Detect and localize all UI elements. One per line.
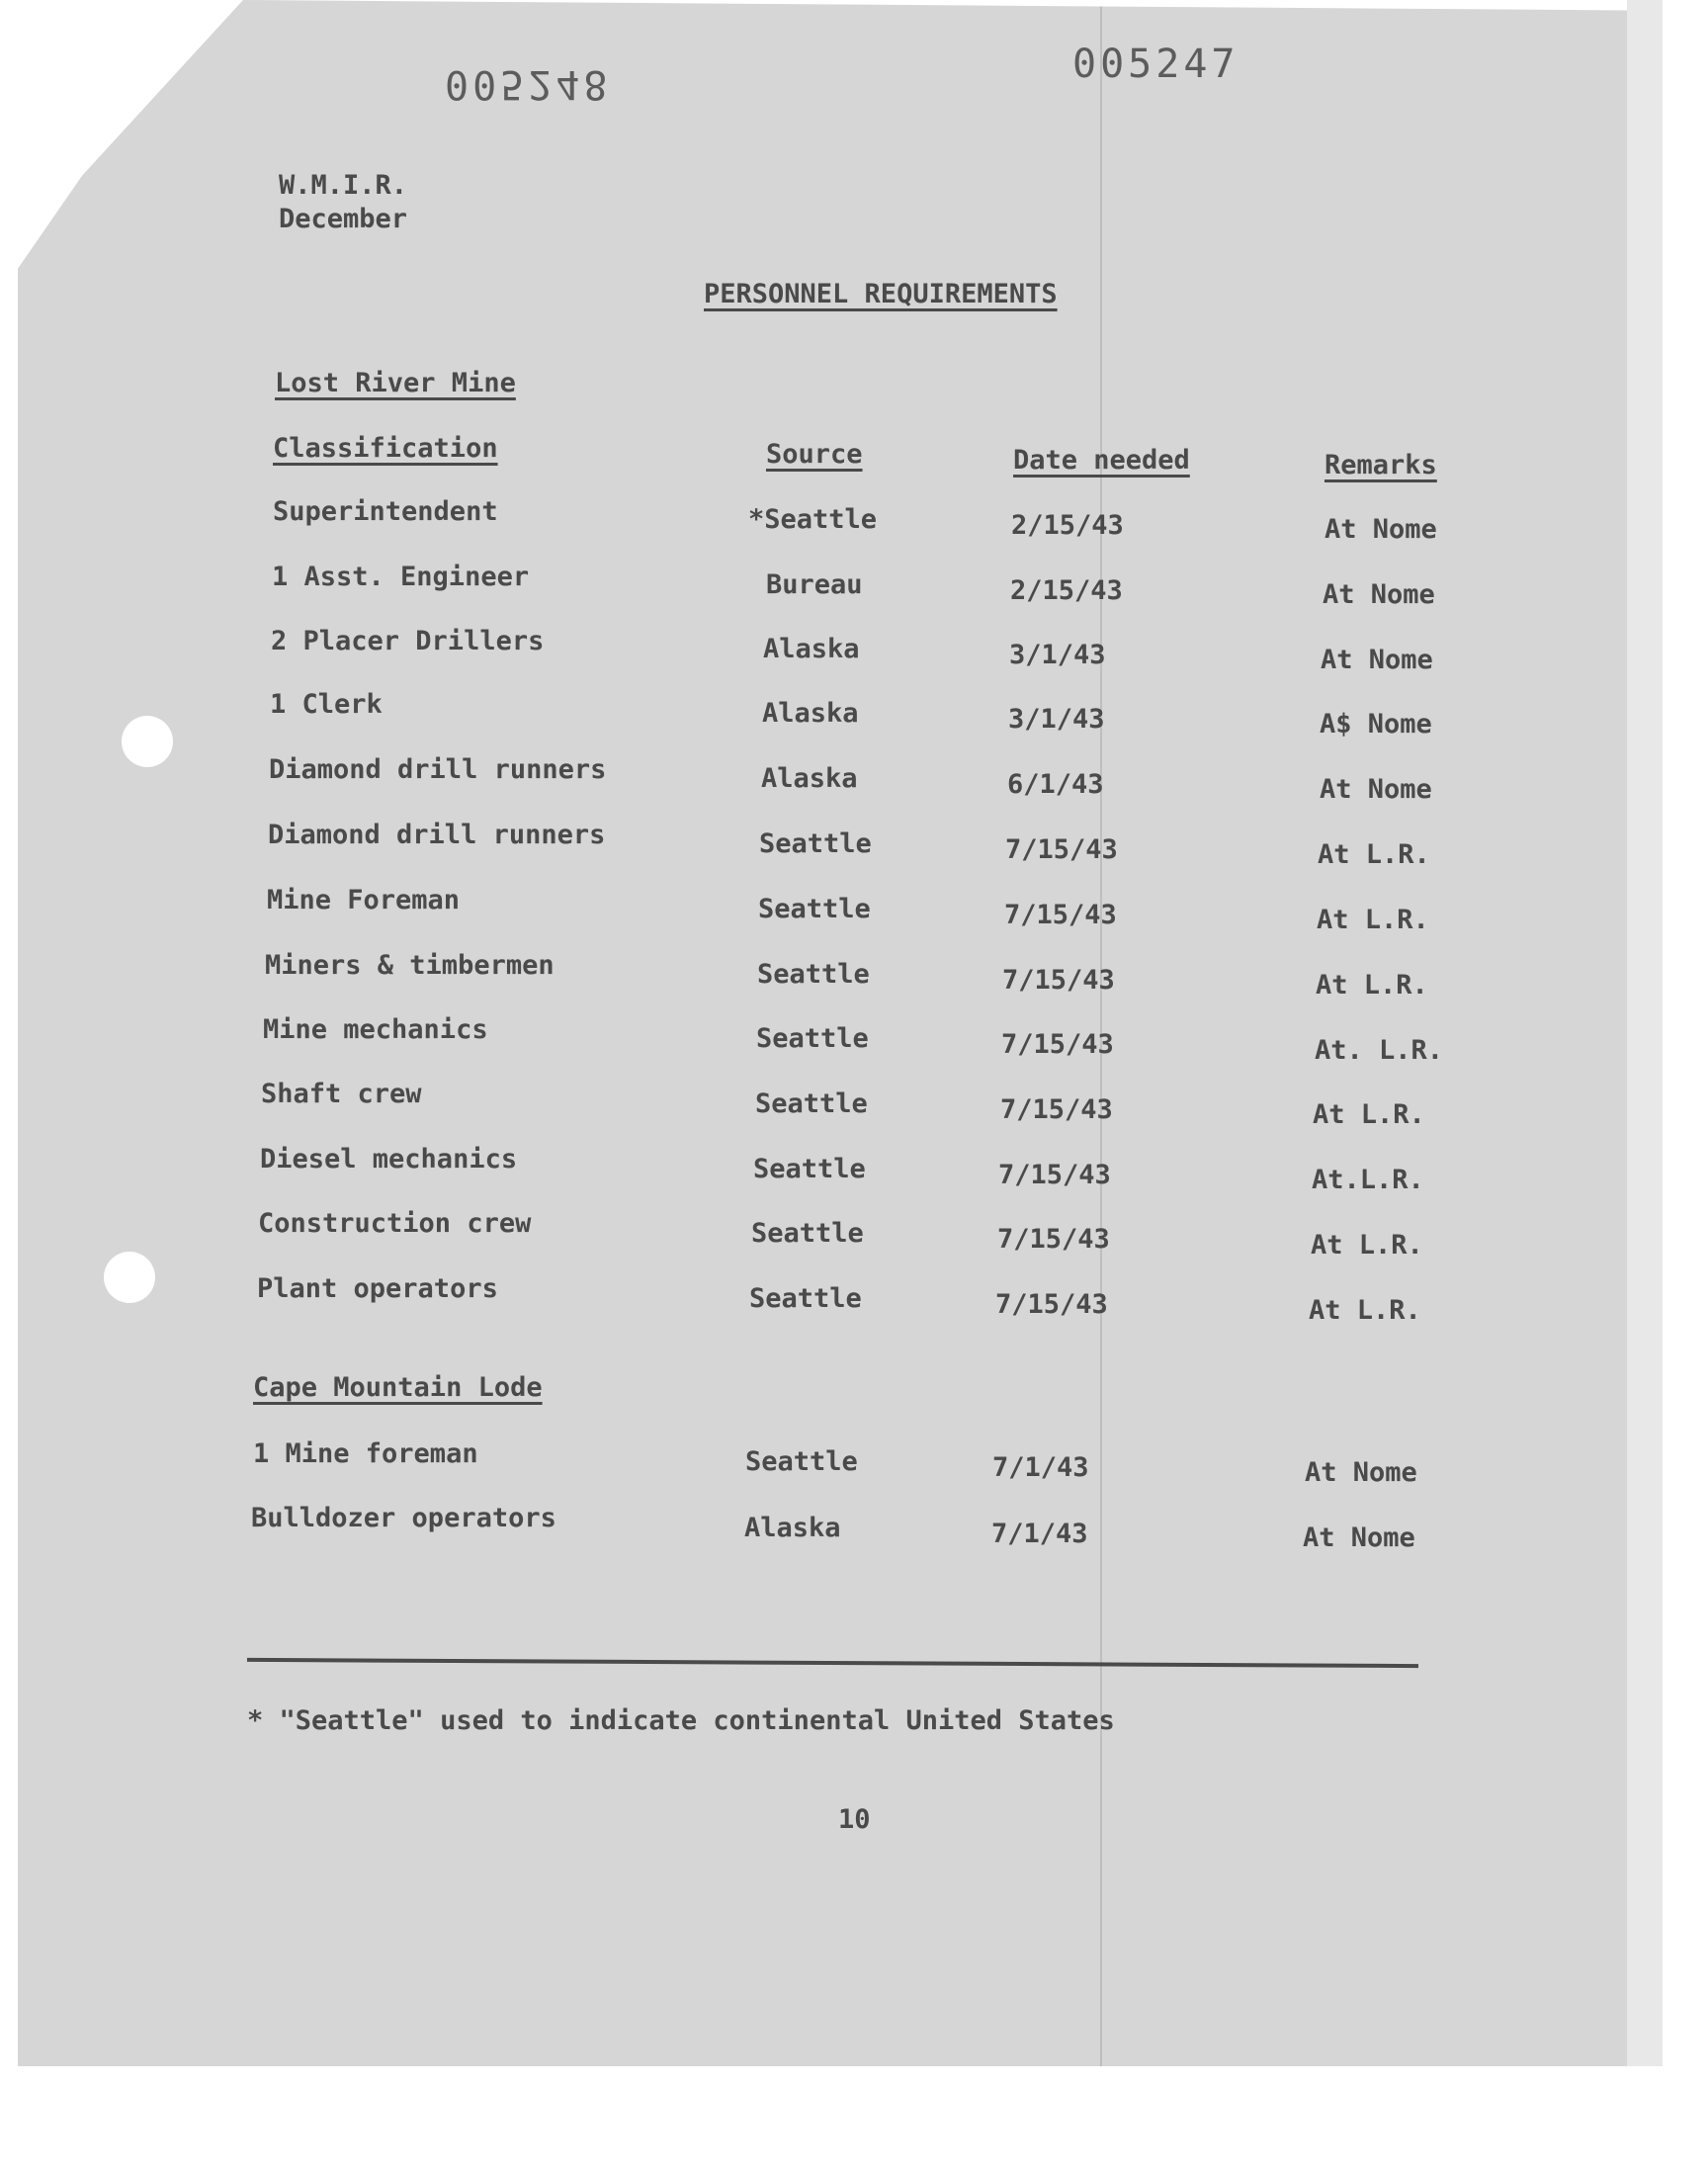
remarks-cell: A$ Nome [1320,709,1432,740]
header-month: December [279,204,408,234]
source-cell: *Seattle [748,504,878,535]
source-cell: Seattle [758,894,871,924]
header-org: W.M.I.R. [279,170,408,201]
classification-cell: Superintendent [273,496,498,527]
classification-cell: 1 Asst. Engineer [272,562,530,592]
date-cell: 7/15/43 [1001,1029,1114,1060]
remarks-cell: At Nome [1303,1522,1415,1553]
source-cell: Bureau [766,569,863,600]
remarks-cell: At L.R. [1311,1230,1423,1261]
date-cell: 3/1/43 [1008,704,1105,735]
remarks-cell: At.L.R. [1312,1165,1424,1195]
date-cell: 7/15/43 [995,1289,1108,1320]
date-cell: 3/1/43 [1009,640,1106,670]
remarks-cell: At Nome [1305,1457,1417,1488]
source-cell: Seattle [756,1023,869,1054]
classification-cell: 2 Placer Drillers [271,626,545,656]
remarks-cell: At L.R. [1316,970,1428,1000]
remarks-cell: At L.R. [1318,839,1430,870]
classification-cell: Bulldozer operators [251,1503,556,1533]
remarks-cell: At Nome [1323,579,1435,610]
remarks-cell: At Nome [1321,645,1433,675]
classification-cell: 1 Clerk [270,689,383,720]
date-cell: 2/15/43 [1010,575,1123,606]
classification-cell: Mine Foreman [267,885,461,915]
date-cell: 2/15/43 [1011,510,1124,541]
remarks-cell: At. L.R. [1315,1035,1444,1066]
remarks-cell: At L.R. [1313,1099,1425,1130]
date-cell: 7/15/43 [1005,834,1118,865]
source-cell: Seattle [749,1283,862,1314]
column-header-classification: Classification [273,433,498,464]
source-cell: Seattle [757,959,870,990]
source-cell: Alaska [762,698,859,729]
source-cell: Seattle [751,1218,864,1249]
classification-cell: 1 Mine foreman [253,1438,478,1469]
stamp-number: 005247 [1072,42,1239,87]
date-cell: 7/1/43 [992,1452,1089,1483]
classification-cell: Construction crew [258,1208,532,1239]
date-cell: 7/15/43 [997,1224,1110,1255]
classification-cell: Mine mechanics [263,1014,488,1045]
source-cell: Seattle [759,828,872,859]
section-heading: Lost River Mine [275,368,516,398]
date-cell: 7/15/43 [1002,965,1115,996]
classification-cell: Diamond drill runners [268,820,606,850]
date-cell: 6/1/43 [1007,769,1104,800]
column-header-date-needed: Date needed [1013,445,1190,476]
section-heading: Cape Mountain Lode [253,1372,543,1403]
source-cell: Alaska [761,763,858,794]
source-cell: Seattle [753,1154,866,1184]
classification-cell: Miners & timbermen [265,950,555,981]
remarks-cell: At L.R. [1317,905,1429,935]
date-cell: 7/15/43 [1004,900,1117,930]
date-cell: 7/15/43 [998,1160,1111,1190]
column-header-remarks: Remarks [1324,450,1437,480]
footnote: * "Seattle" used to indicate continental United States [247,1705,1115,1736]
column-header-source: Source [766,439,863,470]
page-number: 10 [838,1804,871,1835]
remarks-cell: At Nome [1320,774,1432,805]
date-cell: 7/1/43 [991,1519,1088,1549]
source-cell: Alaska [763,634,860,664]
punch-hole [122,716,173,767]
classification-cell: Shaft crew [261,1079,422,1109]
date-cell: 7/15/43 [1000,1094,1113,1125]
classification-cell: Diesel mechanics [260,1144,518,1174]
mirrored-stamp-number: 005248 [445,61,612,107]
page-title: PERSONNEL REQUIREMENTS [704,279,1058,309]
classification-cell: Diamond drill runners [269,754,607,785]
remarks-cell: At L.R. [1309,1295,1421,1326]
source-cell: Alaska [744,1513,841,1543]
source-cell: Seattle [755,1088,868,1119]
classification-cell: Plant operators [257,1273,498,1304]
punch-hole [104,1252,155,1303]
source-cell: Seattle [745,1446,858,1477]
page-edge [1627,0,1663,2066]
remarks-cell: At Nome [1324,514,1437,545]
